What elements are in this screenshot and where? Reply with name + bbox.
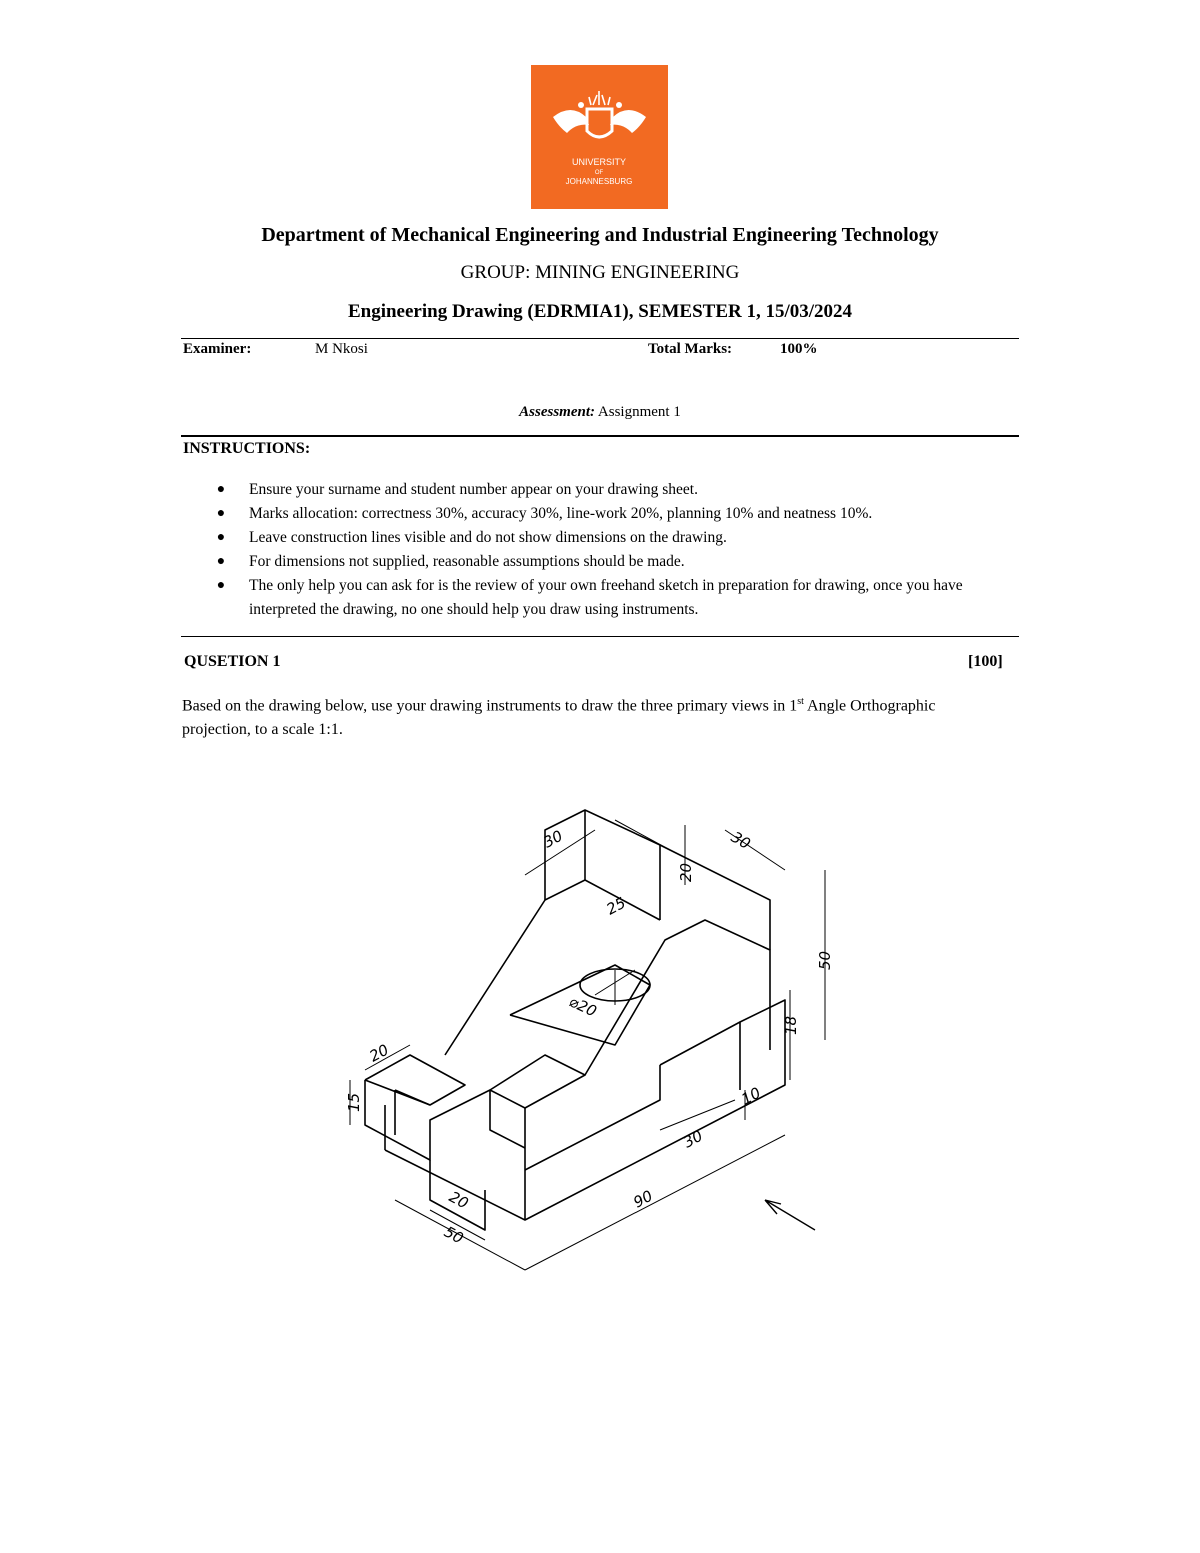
assessment-line	[0, 404, 1200, 421]
instruction-item	[200, 550, 1010, 574]
instructions-divider	[181, 435, 1019, 437]
dim-top-depth-right: 30	[728, 827, 754, 854]
isometric-drawing-svg	[315, 790, 885, 1295]
instruction-item	[200, 478, 1010, 502]
dim-base-length: 90	[630, 1186, 656, 1212]
base-top-front	[525, 1065, 660, 1170]
left-blocks-front	[365, 1080, 525, 1160]
dim-right-cut-width: 30	[680, 1126, 706, 1152]
instruction-text: Leave construction lines visible and do not show dimensions on the drawing.	[249, 529, 727, 546]
bullet-icon: ●	[216, 578, 226, 593]
instructions-title: INSTRUCTIONS:	[183, 440, 311, 457]
question-title: QUSETION 1	[184, 653, 281, 670]
dim-right-cut-height: 18	[782, 1015, 800, 1035]
university-logo	[531, 65, 668, 209]
dim-left-block-width: 20	[366, 1040, 392, 1066]
instruction-text: Ensure your surname and student number appear on your drawing sheet.	[249, 481, 698, 498]
header-divider	[181, 338, 1019, 339]
logo-text-johannesburg: JOHANNESBURG	[565, 177, 633, 186]
instruction-item	[200, 526, 1010, 550]
question-body-text-end: Angle Orthographic projection, to a scale 1:1.	[182, 697, 936, 739]
view-direction-arrow	[765, 1200, 815, 1230]
question-marks: [100]	[968, 653, 1003, 670]
base-front-edges	[385, 1030, 785, 1220]
bullet-icon: ●	[216, 530, 226, 545]
instruction-item	[200, 502, 1010, 526]
total-marks-label: Total Marks:	[648, 341, 733, 357]
dim-base-depth: 50	[441, 1222, 467, 1248]
slot-top	[490, 1055, 585, 1108]
logo-text-of: OF	[594, 170, 604, 176]
instruction-item	[200, 574, 1010, 622]
instruction-text: Marks allocation: correctness 30%, accuracy 30%, line-work 20%, planning 10% and neatness 10%.	[249, 505, 873, 522]
dim-left-slot-width: 20	[446, 1187, 472, 1213]
dim-left-block-height: 15	[345, 1092, 363, 1112]
assessment-label: Assessment:	[519, 404, 595, 420]
dim-hole-diameter: ⌀20	[566, 992, 600, 1021]
question-body-superscript: st	[797, 696, 804, 707]
right-cut-back	[740, 1000, 785, 1030]
question-divider	[181, 636, 1019, 637]
examiner-value: M Nkosi	[315, 341, 368, 357]
instructions-list	[200, 478, 1010, 622]
bullet-icon: ●	[216, 554, 226, 569]
bullet-icon: ●	[216, 506, 226, 521]
dim-slot-width: 25	[603, 893, 629, 919]
question-body	[182, 690, 972, 742]
dim-overall-height: 50	[816, 950, 834, 970]
course-title: Engineering Drawing (EDRMIA1), SEMESTER 1, 15/03/2024	[347, 301, 853, 322]
bullet-icon: ●	[216, 482, 226, 497]
dim-right-cut-bottom: 10	[738, 1083, 764, 1109]
assessment-value: Assignment 1	[597, 404, 681, 420]
isometric-drawing	[315, 790, 885, 1295]
dim-top-width: 30	[540, 826, 566, 852]
total-marks-value: 100%	[780, 341, 818, 357]
slope-right	[585, 920, 770, 1075]
instruction-text: The only help you can ask for is the review of your own freehand sketch in preparation for drawing, once you have interpreted the drawing, no one should help you draw using instruments.	[249, 577, 963, 618]
slope-left	[445, 880, 660, 1055]
left-block-mid	[395, 1090, 430, 1105]
dim-upright-height: 20	[677, 862, 695, 882]
university-crest-icon	[531, 65, 668, 209]
logo-text-university: UNIVERSITY	[571, 157, 627, 167]
department-title: Department of Mechanical Engineering and Industrial Engineering Technology	[261, 224, 939, 246]
instruction-text: For dimensions not supplied, reasonable assumptions should be made.	[249, 553, 685, 570]
examiner-label: Examiner:	[183, 341, 252, 357]
right-cut	[660, 1022, 740, 1090]
question-body-text: Based on the drawing below, use your drawing instruments to draw the three primary views in 1	[182, 697, 798, 715]
group-title: GROUP: MINING ENGINEERING	[460, 262, 740, 283]
